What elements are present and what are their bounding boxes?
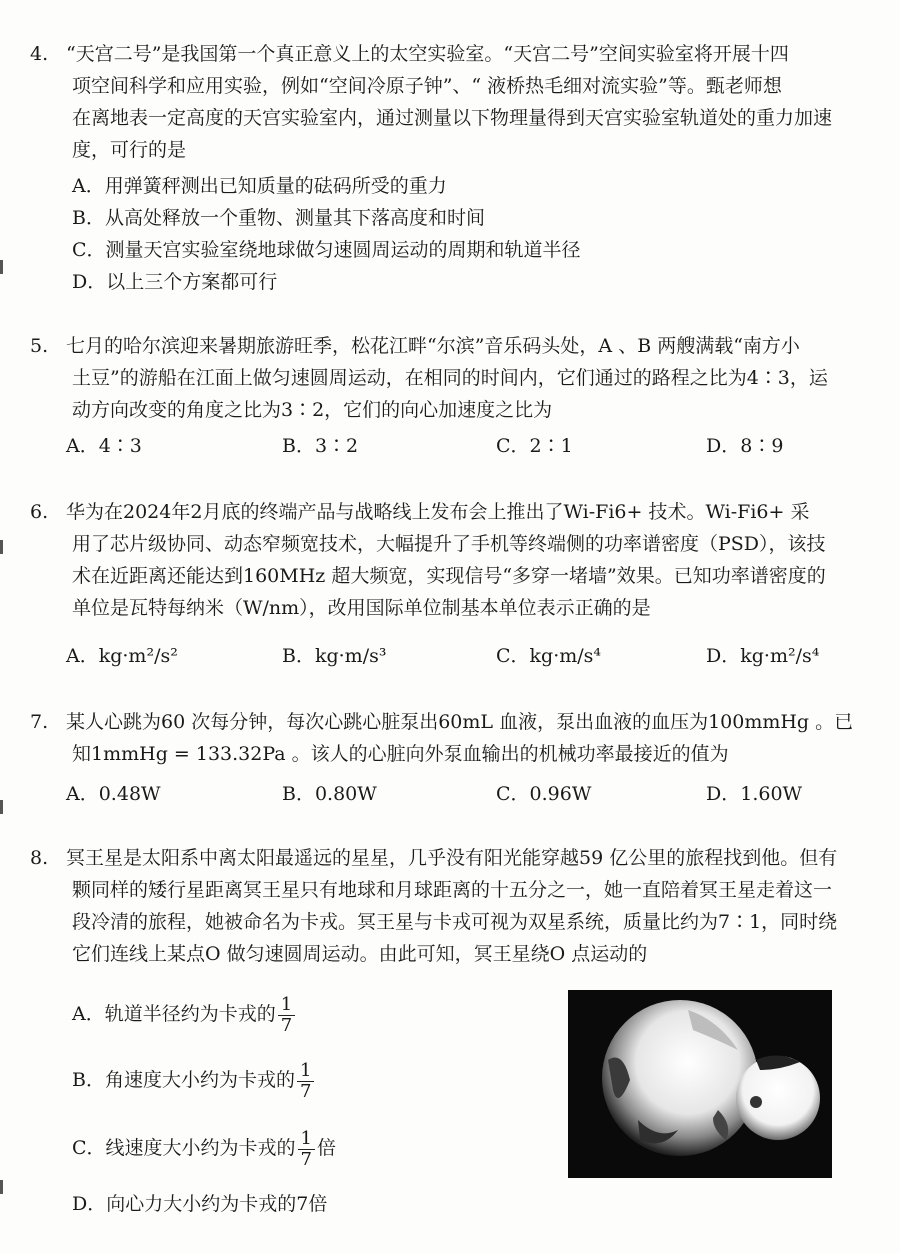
question-number: 5.	[30, 335, 49, 357]
stem-line: 术在近距离还能达到160MHz 超大频宽，实现信号“多穿一堵墙”效果。已知功率谱密度的	[72, 565, 826, 587]
pluto-charon-photo	[568, 990, 832, 1178]
option-a[interactable]: A．kg·m²/s²	[66, 645, 178, 667]
pluto-charon-image	[568, 990, 832, 1178]
charon-sphere	[736, 1056, 820, 1140]
stem-line: 它们连线上某点O 做匀速圆周运动。由此可知，冥王星绕O 点运动的	[72, 943, 648, 965]
question-stem	[30, 496, 870, 624]
fraction	[298, 1129, 315, 1170]
question-6	[30, 496, 870, 624]
question-8	[30, 842, 870, 970]
option-d[interactable]: D．8∶9	[706, 435, 784, 457]
stem-line: 七月的哈尔滨迎来暑期旅游旺季，松花江畔“尔滨”音乐码头处，A 、B 两艘满载“南方小	[66, 335, 800, 357]
question-5	[30, 330, 870, 426]
option-c[interactable]: C．2∶1	[496, 435, 573, 457]
option-c[interactable]: C．测量天宫实验室绕地球做匀速圆周运动的周期和轨道半径	[72, 239, 581, 261]
stem-line: 段冷清的旅程，她被命名为卡戎。冥王星与卡戎可视为双星系统，质量比约为7∶1，同时绕	[72, 911, 838, 933]
option-c[interactable]: C．kg·m/s⁴	[496, 645, 602, 667]
question-number: 4.	[30, 43, 49, 65]
margin-mark	[0, 540, 3, 554]
stem-line: “天宫二号”是我国第一个真正意义上的太空实验室。“天宫二号”空间实验室将开展十四	[66, 43, 789, 65]
option-b[interactable]	[72, 1056, 316, 1104]
denominator: 7	[300, 1148, 312, 1170]
stem-line: 土豆”的游船在江面上做匀速圆周运动，在相同的时间内，它们通过的路程之比为4∶3，运	[72, 367, 828, 389]
denominator: 7	[299, 1080, 312, 1102]
numerator: 1	[298, 1129, 315, 1150]
option-d[interactable]: D．以上三个方案都可行	[72, 271, 278, 293]
stem-line: 颗同样的矮行星距离冥王星只有地球和月球距离的十五分之一，她一直陪着冥王星走着这一	[72, 879, 833, 901]
option-a[interactable]: A．0.48W	[66, 783, 161, 805]
stem-line: 华为在2024年2月底的终端产品与战略线上发布会上推出了Wi-Fi6+ 技术。Wi-Fi6+ 采	[66, 501, 810, 523]
numerator: 1	[297, 1061, 314, 1082]
stem-line: 动方向改变的角度之比为3∶2，它们的向心加速度之比为	[72, 399, 553, 421]
question-stem	[30, 330, 870, 426]
stem-line: 某人心跳为60 次每分钟，每次心跳心脏泵出60mL 血液，泵出血液的血压为100mmHg 。已	[66, 711, 854, 733]
stem-line: 冥王星是太阳系中离太阳最遥远的星星，几乎没有阳光能穿越59 亿公里的旅程找到他。但有	[66, 847, 838, 869]
question-4	[30, 38, 870, 166]
question-number: 7.	[30, 711, 49, 733]
option-b[interactable]: B．3∶2	[282, 435, 359, 457]
question-stem	[30, 706, 870, 770]
stem-line: 度，可行的是	[72, 139, 187, 161]
option-text: C．线速度大小约为卡戎的	[72, 1137, 296, 1159]
stem-line: 单位是瓦特每纳米（W/nm），改用国际单位制基本单位表示正确的是	[72, 597, 651, 619]
option-a[interactable]: A．4∶3	[66, 435, 142, 457]
option-a[interactable]	[72, 990, 297, 1038]
option-d[interactable]: D．kg·m²/s⁴	[706, 645, 820, 667]
option-text: A．轨道半径约为卡戎的	[72, 1003, 276, 1025]
stem-line: 用了芯片级协同、动态窄频宽技术，大幅提升了手机等终端侧的功率谱密度（PSD），该技	[72, 533, 826, 555]
denominator: 7	[280, 1014, 293, 1036]
question-number: 6.	[30, 501, 49, 523]
options-q4	[72, 170, 581, 298]
stem-line: 项空间科学和应用实验，例如“空间冷原子钟”、“ 液桥热毛细对流实验”等。甄老师想	[72, 75, 782, 97]
fraction	[297, 1061, 314, 1102]
stem-line: 在离地表一定高度的天宫实验室内，通过测量以下物理量得到天宫实验室轨道处的重力加速	[72, 107, 833, 129]
margin-mark	[0, 260, 3, 274]
options-q5	[66, 430, 866, 462]
question-7	[30, 706, 870, 770]
margin-mark	[0, 1180, 3, 1194]
margin-mark	[0, 800, 3, 814]
question-stem	[30, 842, 870, 970]
option-c[interactable]	[72, 1124, 336, 1172]
options-q7	[66, 778, 866, 810]
question-stem	[30, 38, 870, 166]
option-d[interactable]: D．1.60W	[706, 783, 803, 805]
option-text: B．角速度大小约为卡戎的	[72, 1069, 295, 1091]
question-number: 8.	[30, 847, 49, 869]
numerator: 1	[278, 995, 295, 1016]
option-c[interactable]: C．0.96W	[496, 783, 592, 805]
stem-line: 知1mmHg = 133.32Pa 。该人的心脏向外泵血输出的机械功率最接近的值为	[72, 743, 729, 765]
option-b[interactable]: B．从高处释放一个重物、测量其下落高度和时间	[72, 207, 485, 229]
option-text: D．向心力大小约为卡戎的7倍	[72, 1193, 328, 1215]
option-d[interactable]	[72, 1180, 327, 1228]
option-suffix: 倍	[317, 1137, 337, 1159]
options-q6	[66, 640, 866, 672]
option-b[interactable]: B．0.80W	[282, 783, 377, 805]
fraction	[278, 995, 295, 1036]
option-b[interactable]: B．kg·m/s³	[282, 645, 387, 667]
option-a[interactable]: A．用弹簧秤测出已知质量的砝码所受的重力	[72, 175, 447, 197]
